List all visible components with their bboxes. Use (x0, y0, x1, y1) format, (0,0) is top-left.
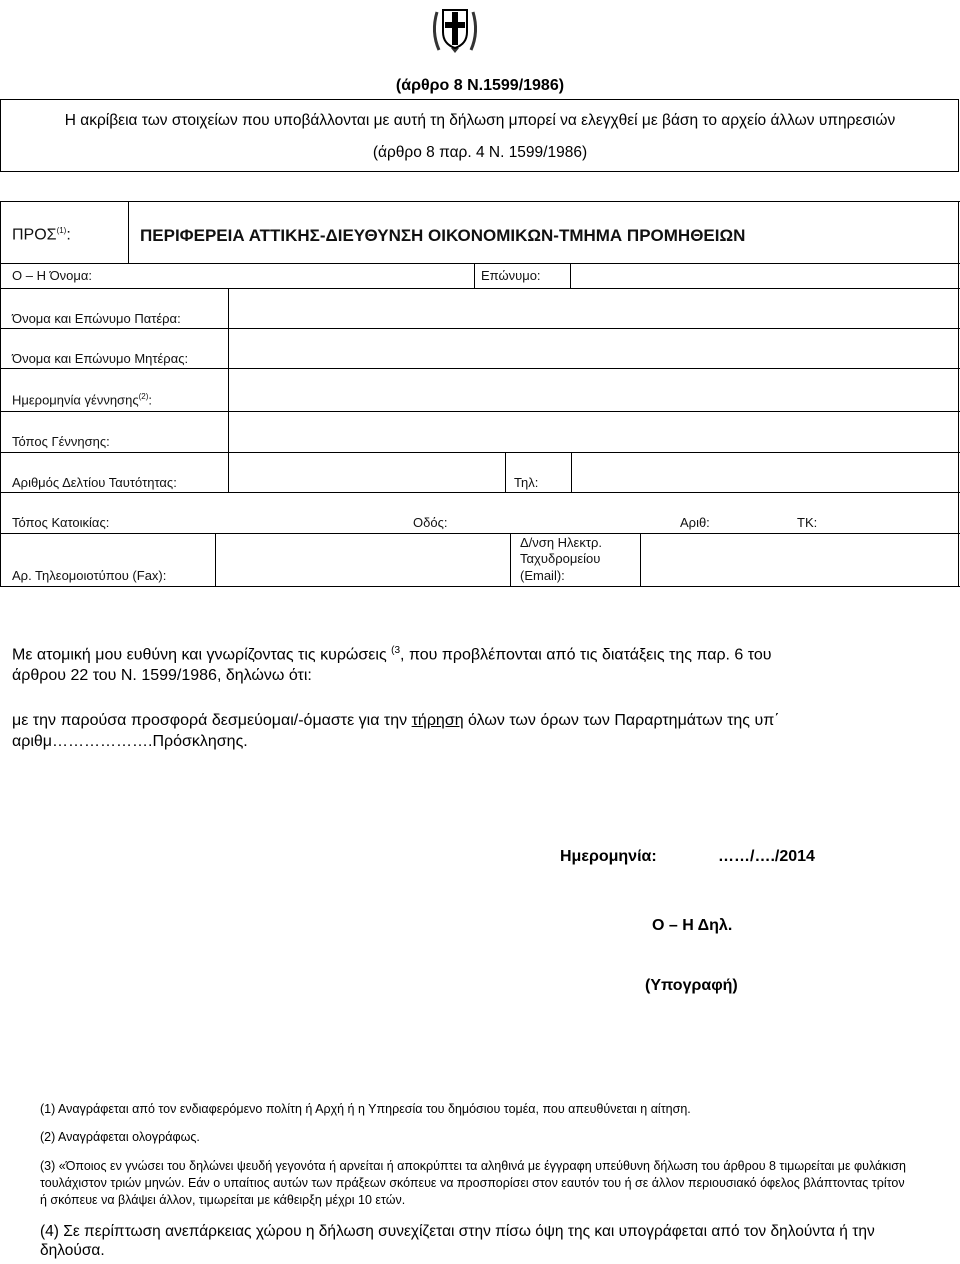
declarant-label: Ο – Η Δηλ. (652, 917, 733, 934)
fax-field[interactable] (217, 534, 509, 585)
birthdate-field[interactable] (230, 369, 956, 410)
birthplace-label: Τόπος Γέννησης: (12, 434, 110, 449)
email-label-line-1: Δ/νση Ηλεκτρ. (520, 535, 602, 550)
signature-label[interactable]: (Υπογραφή) (645, 977, 738, 994)
name-field[interactable] (130, 264, 472, 287)
surname-field[interactable] (572, 264, 956, 287)
law-reference: (άρθρο 8 Ν.1599/1986) (395, 77, 565, 94)
father-name-field[interactable] (230, 289, 956, 327)
fax-label: Αρ. Τηλεομοιοτύπου (Fax): (12, 568, 167, 583)
footnote-2: (2) Αναγράφεται ολογράφως. (40, 1130, 200, 1144)
residence-label: Τόπος Κατοικίας: (12, 515, 110, 530)
date-value[interactable]: ……/…./2014 (718, 848, 815, 865)
email-label-line-2: Ταχυδρομείου (520, 551, 601, 566)
number-label: Αριθ: (680, 515, 710, 530)
phone-field[interactable] (573, 453, 956, 491)
email-label-line-3: (Email): (520, 568, 565, 583)
accuracy-note: Η ακρίβεια των στοιχείων που υποβάλλονται με αυτή τη δήλωση μπορεί να ελεγχθεί με βάση το αρχείο άλλων υπηρεσιών (64, 112, 896, 129)
name-label: Ο – Η Όνομα: (12, 268, 92, 283)
mother-name-label: Όνομα και Επώνυμο Μητέρας: (12, 351, 189, 366)
postcode-label: ΤΚ: (797, 515, 818, 530)
surname-label: Επώνυμο: (481, 268, 541, 283)
street-label: Οδός: (413, 515, 448, 530)
father-name-label: Όνομα και Επώνυμο Πατέρα: (12, 311, 181, 326)
id-card-label: Αριθμός Δελτίου Ταυτότητας: (12, 475, 177, 490)
email-field[interactable] (642, 534, 956, 585)
phone-label: Τηλ: (514, 475, 539, 490)
footnote-4: (4) Σε περίπτωση ανεπάρκειας χώρου η δήλωση συνεχίζεται στην πίσω όψη της και υπογράφεται από τον δηλούντα ή την δηλούσα. (40, 1223, 875, 1259)
footnote-1: (1) Αναγράφεται από τον ενδιαφερόμενο πολίτη ή Αρχή ή η Υπηρεσία του δημόσιου τομέα, που απευθύνεται η αίτηση. (40, 1102, 691, 1116)
to-label: ΠΡΟΣ$^{(1)}$: (12, 226, 71, 244)
id-card-field[interactable] (230, 453, 504, 491)
statement-paragraph: Με ατομική μου ευθύνη και γνωρίζοντας τις κυρώσεις $^{(3}$, που προβλέπονται από τις διατάξεις της παρ. 6 του άρθρου 22 του Ν. 1599/1986, δηλώνω ότι: (12, 645, 772, 685)
footnote-3: (3) «Όποιος εν γνώσει του δηλώνει ψευδή γεγονότα ή αρνείται ή αποκρύπτει τα αληθινά με έγγραφη υπεύθυνη δήλωση του άρθρου 8 τιμωρείται με φυλάκιση τουλάχιστον τριών μηνών. Εάν ο υπαίτιος αυτών των πράξεων σκόπευε να προσπορίσει στον εαυτόν του ή σε άλλον περιουσιακό όφελος βλάπτοντας τρίτον ή σκόπευε να βλάψει άλλον, τιμωρείται με κάθειρξη μέχρι 10 ετών. (40, 1159, 906, 1207)
date-label: Ημερομηνία: (560, 848, 657, 865)
to-recipient: ΠΕΡΙΦΕΡΕΙΑ ΑΤΤΙΚΗΣ-ΔΙΕΥΘΥΝΣΗ ΟΙΚΟΝΟΜΙΚΩΝ-ΤΜΗΜΑ ΠΡΟΜΗΘΕΙΩΝ (140, 226, 746, 245)
accuracy-reference: (άρθρο 8 παρ. 4 Ν. 1599/1986) (372, 144, 588, 161)
birthplace-field[interactable] (230, 412, 956, 451)
birthdate-label: Ημερομηνία γέννησης$^{(2)}$: (12, 392, 152, 408)
declaration-paragraph: με την παρούσα προσφορά δεσμεύομαι/-όμαστε για την τήρηση όλων των όρων των Παραρτημάτων της υπ΄ αριθμ……………….Πρόσκλησης. (12, 712, 780, 750)
mother-name-field[interactable] (230, 329, 956, 367)
greek-emblem-icon (429, 2, 481, 56)
